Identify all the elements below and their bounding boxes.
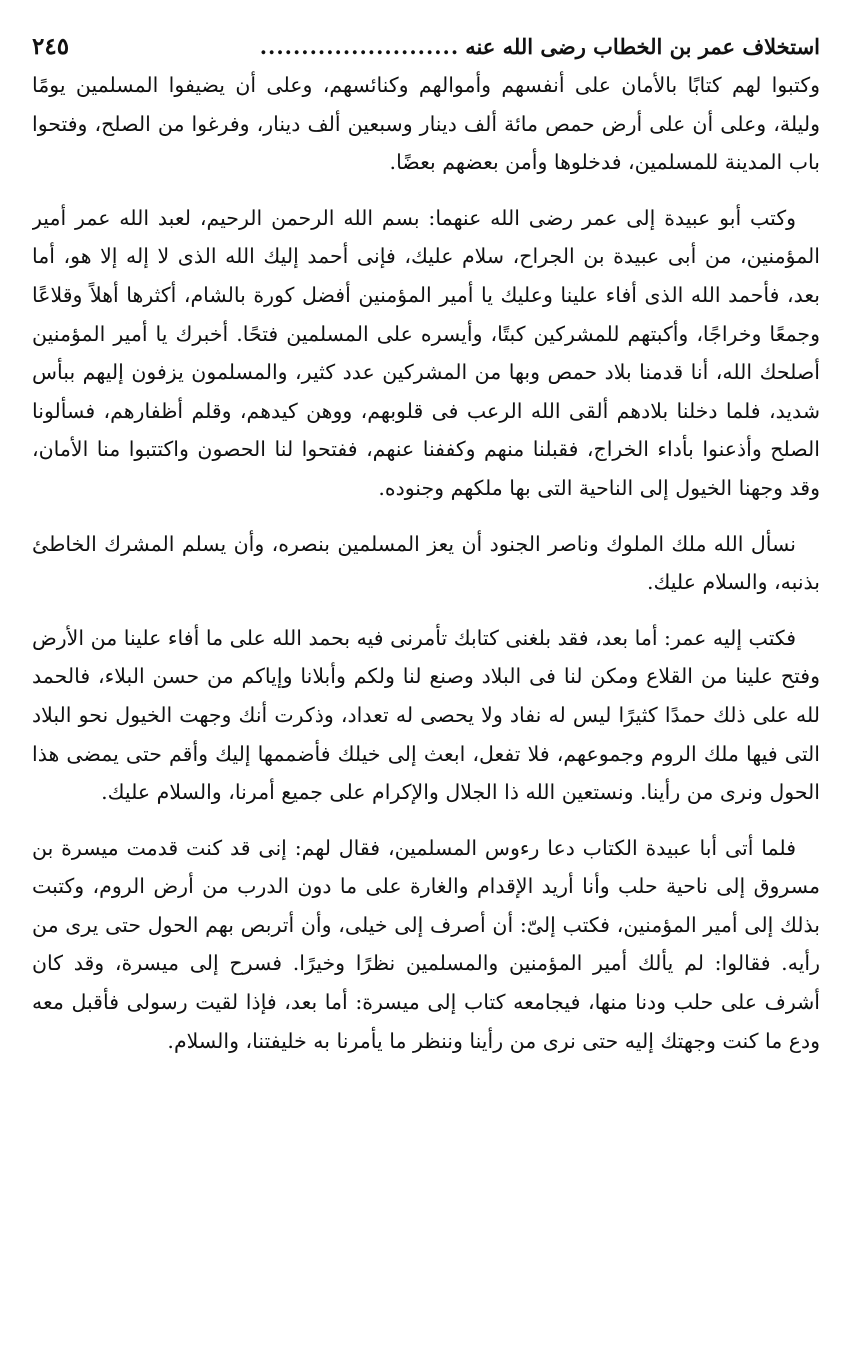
- paragraph-4: فكتب إليه عمر: أما بعد، فقد بلغنى كتابك تأمرنى فيه بحمد الله على ما أفاء علينا من الأرض وفتح علينا من القلاع ومكن لنا فى البلاد وصنع لنا ولكم وأبلانا وإياكم من حسن البلاء، فالحمد لله على ذلك حمدًا كثيرًا ليس له نفاد ولا يحصى له تعداد، وذكرت أنك وجهت الخيول نحو البلاد التى فيها ملك الروم وجموعهم، فلا تفعل، ابعث إلى خيلك فأضممها إليك وأقم حتى يمضى هذا الحول ونرى من رأينا. ونستعين الله ذا الجلال والإكرام على جميع أمرنا، والسلام عليك.: [32, 625, 820, 805]
- book-page: [32, 30, 820, 1340]
- header-leader-dots: ........................: [259, 34, 460, 59]
- paragraph-5: فلما أتى أبا عبيدة الكتاب دعا رءوس المسلمين، فقال لهم: إنى قد كنت قدمت ميسرة بن مسروق إلى ناحية حلب وأنا أريد الإقدام والغارة على ما دون الدرب من أرض الروم، وكتبت بذلك إلى أمير المؤمنين، فكتب إلىّ: أن أصرف إلى خيلى، وأن أتربص بهم الحول حتى يرى من رأيه. فقالوا: لم يألك أمير المؤمنين والمسلمين نظرًا وخيرًا. فسرح إلى ميسرة، وقد كان أشرف على حلب ودنا منها، فيجامعه كتاب إلى ميسرة: أما بعد، فإذا لقيت رسولى فأقبل معه ودع ما كنت وجهتك إليه حتى نرى من رأينا وننظر ما يأمرنا به خليفتنا، والسلام.: [32, 835, 820, 1053]
- running-header: [32, 30, 820, 66]
- chapter-title: استخلاف عمر بن الخطاب رضى الله عنه: [465, 34, 820, 59]
- paragraph-1: وكتبوا لهم كتابًا بالأمان على أنفسهم وأموالهم وكنائسهم، وعلى أن يضيفوا المسلمين يومًا وليلة، وعلى أن على أرض حمص مائة ألف دينار وسبعين ألف دينار، وفرغوا من الصلح، وفتحوا باب المدينة للمسلمين، فدخلوها وأمن بعضهم بعضًا.: [32, 73, 820, 175]
- paragraph-2: وكتب أبو عبيدة إلى عمر رضى الله عنهما: بسم الله الرحمن الرحيم، لعبد الله عمر أمير المؤمنين، من أبى عبيدة بن الجراح، سلام عليك، فإنى أحمد إليك الله الذى لا إله إلا هو، أما بعد، فأحمد الله الذى أفاء علينا وعليك يا أمير المؤمنين أفضل كورة بالشام، أكثرها أهلاً وقلاعًا وجمعًا وخراجًا، وأكبتهم للمشركين كبتًا، وأيسره على المسلمين فتحًا. أخبرك يا أمير المؤمنين أصلحك الله، أنا قدمنا بلاد حمص وبها من المشركين عدد كثير، والمسلمون يزفون إليهم ببأس شديد، فلما دخلنا بلادهم ألقى الله الرعب فى قلوبهم، ووهن كيدهم، وقلم أظفارهم، فسألونا الصلح وأذعنوا بأداء الخراج، فقبلنا منهم وكففنا عنهم، ففتحوا لنا الحصون واكتتبوا منا الأمان، وقد وجهنا الخيول إلى الناحية التى بها ملكهم وجنوده.: [32, 205, 820, 500]
- page-body: [32, 66, 820, 1060]
- paragraph-3: نسأل الله ملك الملوك وناصر الجنود أن يعز المسلمين بنصره، وأن يسلم المشرك الخاطئ بذنبه، والسلام عليك.: [32, 531, 820, 595]
- page-number: ٢٤٥: [32, 33, 70, 60]
